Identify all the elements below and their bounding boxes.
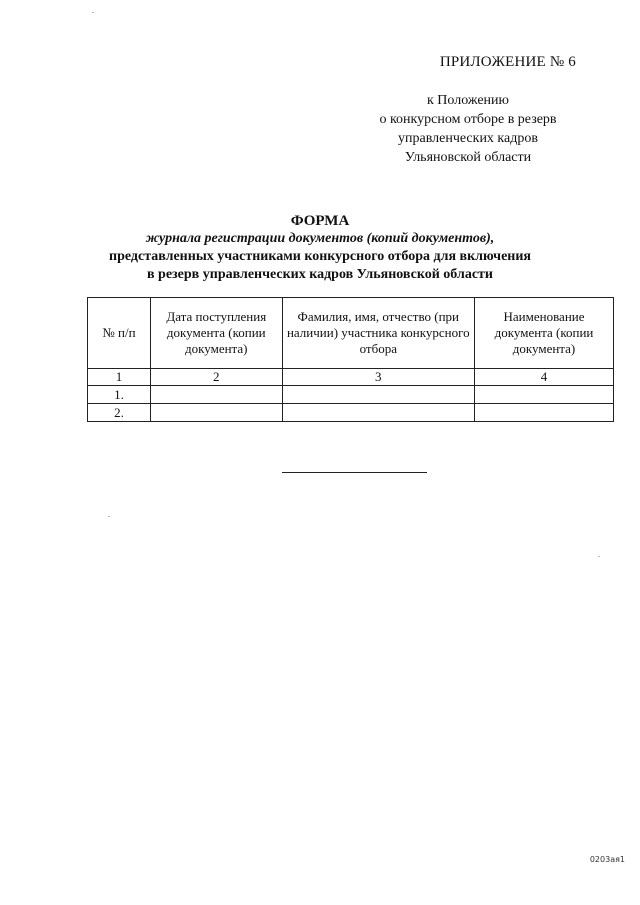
header-cell-document-name: Наименование документа (копии документа) — [475, 298, 614, 369]
appendix-ref-line: управленческих кадров — [398, 131, 538, 146]
appendix-ref-line: о конкурсном отборе в резерв — [379, 112, 557, 127]
journal-table — [87, 297, 614, 422]
table-cell — [282, 386, 475, 404]
table-cell — [151, 386, 283, 404]
scan-speck — [108, 516, 110, 517]
appendix-ref-line: к Положению — [426, 93, 509, 108]
header-cell-date: Дата поступления документа (копии документа) — [151, 298, 283, 369]
form-heading-line: представленных участниками конкурсного отбора для включения — [109, 249, 531, 264]
column-number-cell: 4 — [475, 369, 614, 386]
form-heading-word: ФОРМА — [290, 213, 350, 229]
header-cell-number: № п/п — [88, 298, 151, 369]
form-heading — [60, 212, 580, 284]
table-row — [88, 386, 614, 404]
table-header-row — [88, 298, 614, 369]
table-cell — [475, 404, 614, 422]
page-code: 0203ая1 — [589, 855, 625, 864]
table-cell — [151, 404, 283, 422]
column-number-cell: 3 — [282, 369, 475, 386]
column-number-row — [88, 369, 614, 386]
appendix-title: ПРИЛОЖЕНИЕ № 6 — [439, 54, 576, 70]
appendix-reference — [368, 91, 568, 167]
column-number-cell: 1 — [88, 369, 151, 386]
form-heading-line: журнала регистрации документов (копий документов), — [145, 231, 495, 246]
appendix-ref-line: Ульяновской области — [404, 150, 532, 165]
table-row — [88, 404, 614, 422]
row-number-cell: 1. — [88, 386, 151, 404]
scan-speck — [598, 556, 600, 557]
table-cell — [475, 386, 614, 404]
table-cell — [282, 404, 475, 422]
scan-speck — [92, 12, 94, 13]
column-number-cell: 2 — [151, 369, 283, 386]
signature-line — [282, 472, 427, 473]
row-number-cell: 2. — [88, 404, 151, 422]
header-cell-participant: Фамилия, имя, отчество (при наличии) участника конкурсного отбора — [282, 298, 475, 369]
form-heading-line: в резерв управленческих кадров Ульяновской области — [147, 267, 493, 282]
